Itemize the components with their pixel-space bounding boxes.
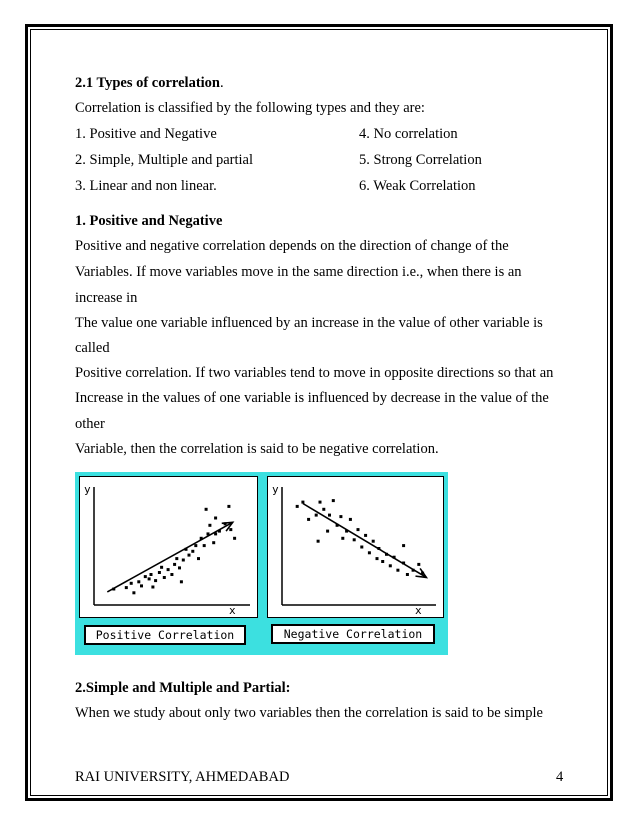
positive-data-point bbox=[212, 541, 215, 544]
positive-data-point bbox=[182, 559, 185, 562]
positive-data-point bbox=[175, 557, 178, 560]
section1-heading: 1. Positive and Negative bbox=[75, 213, 223, 229]
type-item: 3. Linear and non linear. bbox=[75, 178, 217, 194]
positive-x-label: x bbox=[229, 604, 236, 617]
positive-data-point bbox=[150, 573, 153, 576]
negative-trend-arrow bbox=[303, 504, 427, 578]
positive-data-point bbox=[170, 573, 173, 576]
negative-data-point bbox=[396, 569, 399, 572]
negative-data-point bbox=[357, 528, 360, 531]
positive-data-point bbox=[137, 580, 140, 583]
negative-data-point bbox=[364, 534, 367, 537]
positive-data-point bbox=[205, 508, 208, 511]
positive-data-point bbox=[144, 575, 147, 578]
positive-data-point bbox=[194, 544, 197, 547]
negative-data-point bbox=[402, 544, 405, 547]
negative-data-point bbox=[349, 518, 352, 521]
section1-line: Positive correlation. If two variables tend to move in opposite directions so that an bbox=[75, 365, 554, 381]
negative-y-label: y bbox=[272, 483, 279, 496]
positive-data-point bbox=[167, 568, 170, 571]
positive-data-point bbox=[180, 580, 183, 583]
negative-data-point bbox=[322, 508, 325, 511]
negative-data-point bbox=[317, 540, 320, 543]
negative-data-point bbox=[389, 564, 392, 567]
positive-data-point bbox=[178, 566, 181, 569]
negative-data-point bbox=[339, 515, 342, 518]
positive-data-point bbox=[197, 557, 200, 560]
type-item: 4. No correlation bbox=[359, 126, 458, 142]
positive-data-point bbox=[214, 517, 217, 520]
section2-line: When we study about only two variables then the correlation is said to be simple bbox=[75, 705, 543, 721]
negative-data-point bbox=[301, 501, 304, 504]
positive-scatter-plot bbox=[80, 477, 257, 617]
negative-data-point bbox=[376, 557, 379, 560]
type-item: 1. Positive and Negative bbox=[75, 126, 217, 142]
footer-university: RAI UNIVERSITY, AHMEDABAD bbox=[75, 769, 290, 785]
positive-data-point bbox=[229, 528, 232, 531]
section1-line: The value one variable influenced by an increase in the value of other variable is bbox=[75, 315, 543, 331]
positive-data-point bbox=[173, 563, 176, 566]
negative-data-point bbox=[368, 551, 371, 554]
negative-data-point bbox=[372, 540, 375, 543]
types-heading: 2.1 Types of correlation bbox=[75, 75, 220, 91]
negative-data-point bbox=[319, 501, 322, 504]
negative-data-point bbox=[341, 537, 344, 540]
positive-trend-arrow bbox=[107, 522, 232, 592]
type-item: 5. Strong Correlation bbox=[359, 152, 482, 168]
negative-x-label: x bbox=[415, 604, 422, 617]
positive-data-point bbox=[154, 579, 157, 582]
types-heading-dot: . bbox=[220, 75, 224, 91]
positive-data-point bbox=[160, 566, 163, 569]
section1-line: Increase in the values of one variable is influenced by decrease in the value of the bbox=[75, 390, 549, 406]
positive-y-label: y bbox=[84, 483, 91, 496]
positive-caption: Positive Correlation bbox=[84, 625, 246, 645]
negative-data-point bbox=[296, 505, 299, 508]
negative-scatter-plot bbox=[268, 477, 443, 617]
negative-data-point bbox=[332, 499, 335, 502]
types-heading-line bbox=[75, 74, 224, 92]
positive-data-point bbox=[140, 584, 143, 587]
positive-points bbox=[112, 505, 236, 594]
positive-data-point bbox=[188, 554, 191, 557]
positive-plot-panel bbox=[79, 476, 258, 618]
negative-data-point bbox=[360, 546, 363, 549]
footer-page-number: 4 bbox=[556, 769, 564, 785]
section1-line: Variables. If move variables move in the same direction i.e., when there is an bbox=[75, 264, 522, 280]
type-item: 2. Simple, Multiple and partial bbox=[75, 152, 254, 168]
positive-data-point bbox=[158, 571, 161, 574]
positive-data-point bbox=[148, 577, 151, 580]
section2-heading: 2.Simple and Multiple and Partial: bbox=[75, 680, 291, 696]
negative-caption: Negative Correlation bbox=[271, 624, 435, 644]
negative-data-point bbox=[381, 560, 384, 563]
correlation-figure bbox=[75, 472, 448, 655]
positive-data-point bbox=[130, 582, 133, 585]
positive-data-point bbox=[233, 537, 236, 540]
section1-line: called bbox=[75, 340, 110, 356]
section1-line: Positive and negative correlation depends on the direction of change of the bbox=[75, 238, 509, 254]
section1-line: increase in bbox=[75, 290, 138, 306]
negative-data-point bbox=[328, 514, 331, 517]
positive-data-point bbox=[125, 586, 128, 589]
positive-data-point bbox=[132, 591, 135, 594]
intro-text: Correlation is classified by the following types and they are: bbox=[75, 100, 425, 116]
positive-data-point bbox=[208, 524, 211, 527]
negative-data-point bbox=[417, 563, 420, 566]
positive-data-point bbox=[163, 576, 166, 579]
negative-data-point bbox=[326, 530, 329, 533]
positive-data-point bbox=[151, 586, 154, 589]
negative-data-point bbox=[406, 573, 409, 576]
positive-data-point bbox=[191, 550, 194, 553]
negative-data-point bbox=[315, 514, 318, 517]
positive-data-point bbox=[227, 505, 230, 508]
section1-line: other bbox=[75, 416, 105, 432]
negative-plot-panel bbox=[267, 476, 444, 618]
negative-data-point bbox=[353, 538, 356, 541]
positive-data-point bbox=[203, 544, 206, 547]
negative-arrow-head bbox=[415, 568, 426, 577]
section1-line: Variable, then the correlation is said to be negative correlation. bbox=[75, 441, 439, 457]
negative-data-point bbox=[307, 518, 310, 521]
type-item: 6. Weak Correlation bbox=[359, 178, 476, 194]
